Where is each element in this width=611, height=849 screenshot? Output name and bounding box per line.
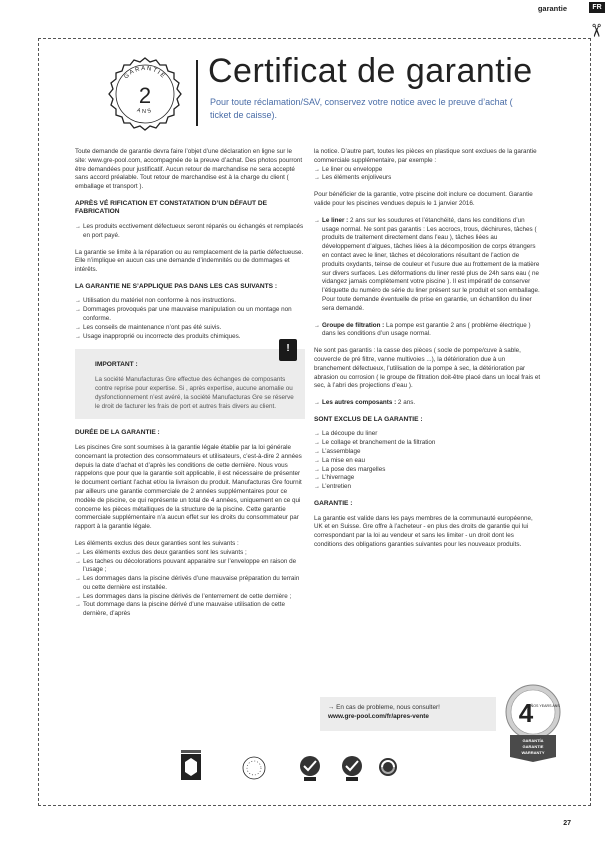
title-divider: [196, 60, 198, 126]
excluded-list: [314, 430, 542, 492]
seal-bottom-text: ANS: [135, 107, 155, 116]
heading-verification: APRÈS VÉ RIFICATION ET CONSTATATION D’UN DÉFAUT DE FABRICATION: [75, 199, 268, 216]
list-item: → Les taches ou décolorations pouvant apparaitre sur l’enveloppe en raison de l’usage ;: [75, 558, 305, 576]
verification-list: [75, 223, 305, 241]
other-components-block: [314, 399, 542, 408]
list-item: → L’hivernage: [314, 474, 542, 483]
list-item: → Les éléments enjoliveurs: [314, 174, 542, 183]
important-title: IMPORTANT :: [95, 361, 138, 369]
list-item: → Les dommages dans la piscine dérivés de l’enterrement de cette dernière ;: [75, 593, 305, 602]
heading-excluded: SONT EXCLUS DE LA GARANTIE :: [314, 415, 423, 423]
list-item: → Les dommages dans la piscine dérivés d’une mauvaise préparation du terrain ou cette dernière est installée.: [75, 575, 305, 593]
quality-check-icon: [342, 756, 362, 781]
not-apply-list: [75, 297, 305, 341]
list-item: → Les conseils de maintenance n’ont pas été suivis.: [75, 324, 305, 333]
scissors-icon: ✂: [585, 22, 606, 39]
list-item: → Les éléments exclus des deux garanties sont les suivants ;: [75, 549, 305, 558]
important-text: La société Manufacturas Gre effectue des échanges de composants contre reprise pour expertise. Si , après expertise, aucune anomalie ou dysfonctionnement n’est avéré, la société Manufacturas Gre se réserve le droit de facturer les frais de port et autres frais divers au client.: [95, 376, 294, 410]
list-item: [314, 399, 542, 408]
duration-text: Les piscines Gre sont soumises à la garantie légale établie par la loi générale concernant la protection des consommateurs et utilisateurs, c’est-à-dire 2 années depuis la date d’achat et d’après les conditions de cette dernière. Nous vous rappelons que pour que la garantie soit applicable, il est nécessaire de présenter le document certiant l’achat et/ou la livraison du produit. Manufacturas Gre fournit par ailleurs une garantie commerciale de 2 années supplémentaires pour ce modèle de piscine, ce qui représente un total de 4 années, uniquement en ce qui concerne les pièces métalliques de la structure de la piscine. Cette garantie commerciale supplémentaire n’a aucun effet sur les droits du consommateur par rapport à la garantie légale.: [75, 443, 302, 531]
svg-text:ANS: [136, 107, 154, 115]
other-text: 2 ans.: [396, 399, 416, 407]
seal-top-text: GARANTIE: [123, 65, 167, 81]
exclusions-intro: Les éléments exclus des deux garanties sont les suivants :: [75, 539, 239, 547]
page-subtitle: Pour toute réclamation/SAV, conservez votre notice avec le preuve d’achat ( ticket de caisse).: [210, 97, 513, 120]
list-item: → La découpe du liner: [314, 430, 542, 439]
page-title: Certificat de garantie: [208, 52, 533, 90]
exclusions-list: [75, 549, 305, 619]
quality-check-icon: [300, 756, 320, 781]
list-item: → Les produits ecctivement défectueux seront réparés ou échangés et remplacés en port payé.: [75, 223, 305, 241]
language-badge: FR: [589, 2, 605, 13]
right-column: [314, 148, 542, 558]
badge-line: WARRANTY: [521, 750, 545, 755]
verification-text: La garantie se limite à la réparation ou au remplacement de la partie défectueuse. Elle n’implique en aucun cas une demande d’indemnités ou de dommages et intérêts.: [75, 248, 304, 274]
list-item: → Utilisation du matériel non conforme à nos instructions.: [75, 297, 305, 306]
list-item: → L’assemblage: [314, 448, 542, 457]
filtration-text: La pompe est garantie 2 ans ( problème électrique ) dans les conditions d’un usage normal.: [322, 321, 531, 338]
list-item: → Le liner ou enveloppe: [314, 166, 542, 175]
after-sales-link[interactable]: www.gre-pool.com/fr/apres-vente: [328, 713, 429, 720]
list-item: → La mise en eau: [314, 457, 542, 466]
not-guaranteed-text: Ne sont pas garantis : la casse des pièces ( socle de pompe/cuve à sable, couvercle de pré filtre, vanne multivoies ...), la détérioration due à un branchement défectueux, l’utilisation de la pompe à sec, la détérioration par abrasion ou corrosion ( le groupe de filtration doit-être placé dans un local frais et sec, à l’abri des projections d’eau ).: [314, 347, 541, 390]
badge-number: 4: [518, 698, 534, 728]
heading-duration: DURÉE DE LA GARANTIE :: [75, 429, 160, 437]
badge-side-text: AÑOS YEARS ANS: [528, 704, 560, 708]
made-in-europe-icon: [243, 757, 265, 779]
garantie-text: La garantie est valide dans les pays membres de la communauté européenne, UK et en Suisse. Gre offre à l’acheteur - en plus des droits de garantie qui lui correspondant par la loi au vendeur et sans les limiter - un droit dont les conditions des obligations garanties suivantes pour les nouveaux produits.: [314, 514, 533, 548]
garantie-logo-icon: [181, 750, 201, 780]
page-number: 27: [563, 820, 571, 827]
other-label: Les autres composants :: [322, 399, 397, 407]
list-item: → Tout dommage dans la piscine dérivé d’une mauvaise utilisation de cette dernière, d’après: [75, 601, 305, 619]
four-year-warranty-badge: [504, 683, 562, 763]
badge-line: GARANTÍA: [522, 738, 544, 743]
certification-logos: [181, 750, 431, 782]
section-tag: garantie: [537, 4, 567, 13]
warranty-seal-icon: [108, 57, 182, 131]
list-item: [314, 322, 542, 340]
contact-box: [320, 697, 496, 731]
filtration-label: Groupe de filtration :: [322, 321, 385, 329]
list-item: → Dommages provoqués par une mauvaise manipulation ou un montage non conforme.: [75, 306, 305, 324]
contact-text: → En cas de probleme, nous consulter!: [328, 704, 440, 711]
intro-text: Toute demande de garantie devra faire l’objet d’une déclaration en ligne sur le site: www.gre-pool.com, accompagnée de la preuve d’achat. Des photos pourront être demandées pour justificatif. Aucun retour de marchandise ne sera accepté sans accord préalable. Tout retour de marchandise est à la charge du client ( emballage et transport ).: [75, 148, 303, 191]
plastic-parts-list: [314, 166, 542, 184]
seal-number: 2: [138, 83, 152, 108]
green-dot-recycle-icon: [379, 758, 397, 776]
list-item: → L’entretien: [314, 483, 542, 492]
left-column: [75, 148, 305, 627]
list-item: → Usage inapproprié ou incorrecte des produits chimiques.: [75, 333, 305, 342]
important-box: [75, 343, 305, 419]
heading-garantie: GARANTIE :: [314, 500, 353, 507]
continuation-text: la notice. D’autre part, toutes les pièces en plastique sont exclues de la garantie commerciale supplémentaire, par exemple :: [314, 148, 537, 164]
badge-line: GARANTIE: [522, 744, 544, 749]
liner-block: [314, 217, 542, 314]
list-item: → Le collage et branchement de la filtration: [314, 439, 542, 448]
exclamation-icon: !: [279, 339, 297, 361]
list-item: → La pose des margelles: [314, 466, 542, 475]
list-item: [314, 217, 542, 314]
liner-text: 2 ans sur les soudures et l’étanchéité, dans les conditions d’un usage normal. Ne sont pas garantis : Les accrocs, trous, déchirures, tâches ( produits de traitement directement dans l’eau ), tâches liées au développement d’algues, tâches liées à la décomposition de corps étrangers en contact avec le liner, tâches et décolorations résultant de l’action de produits oxydants, teinse de couleur et l’usure due au frottement de la matière sur divers surfaces. Les déformations du liner resté plus de 24h sans eau ( ne vidangez jamais complètement votre piscine ). Il est impératif de conserver l’étiquette du numéro de série du liner présent sur le produit et son emballage. Pour toute demande éventuelle de prise en garantie, un échantillon du liner sera demandé.: [322, 216, 540, 312]
heading-not-apply: LA GARANTIE NE S’APPLIQUE PAS DANS LES CAS SUIVANTS :: [75, 282, 278, 290]
filtration-block: [314, 322, 542, 340]
liner-label: Le liner :: [322, 216, 349, 224]
benefit-text: Pour bénéficier de la garantie, votre piscine doit inclure ce document. Garantie valide pour les piscines vendues depuis le 1 janvier 2016.: [314, 191, 533, 207]
